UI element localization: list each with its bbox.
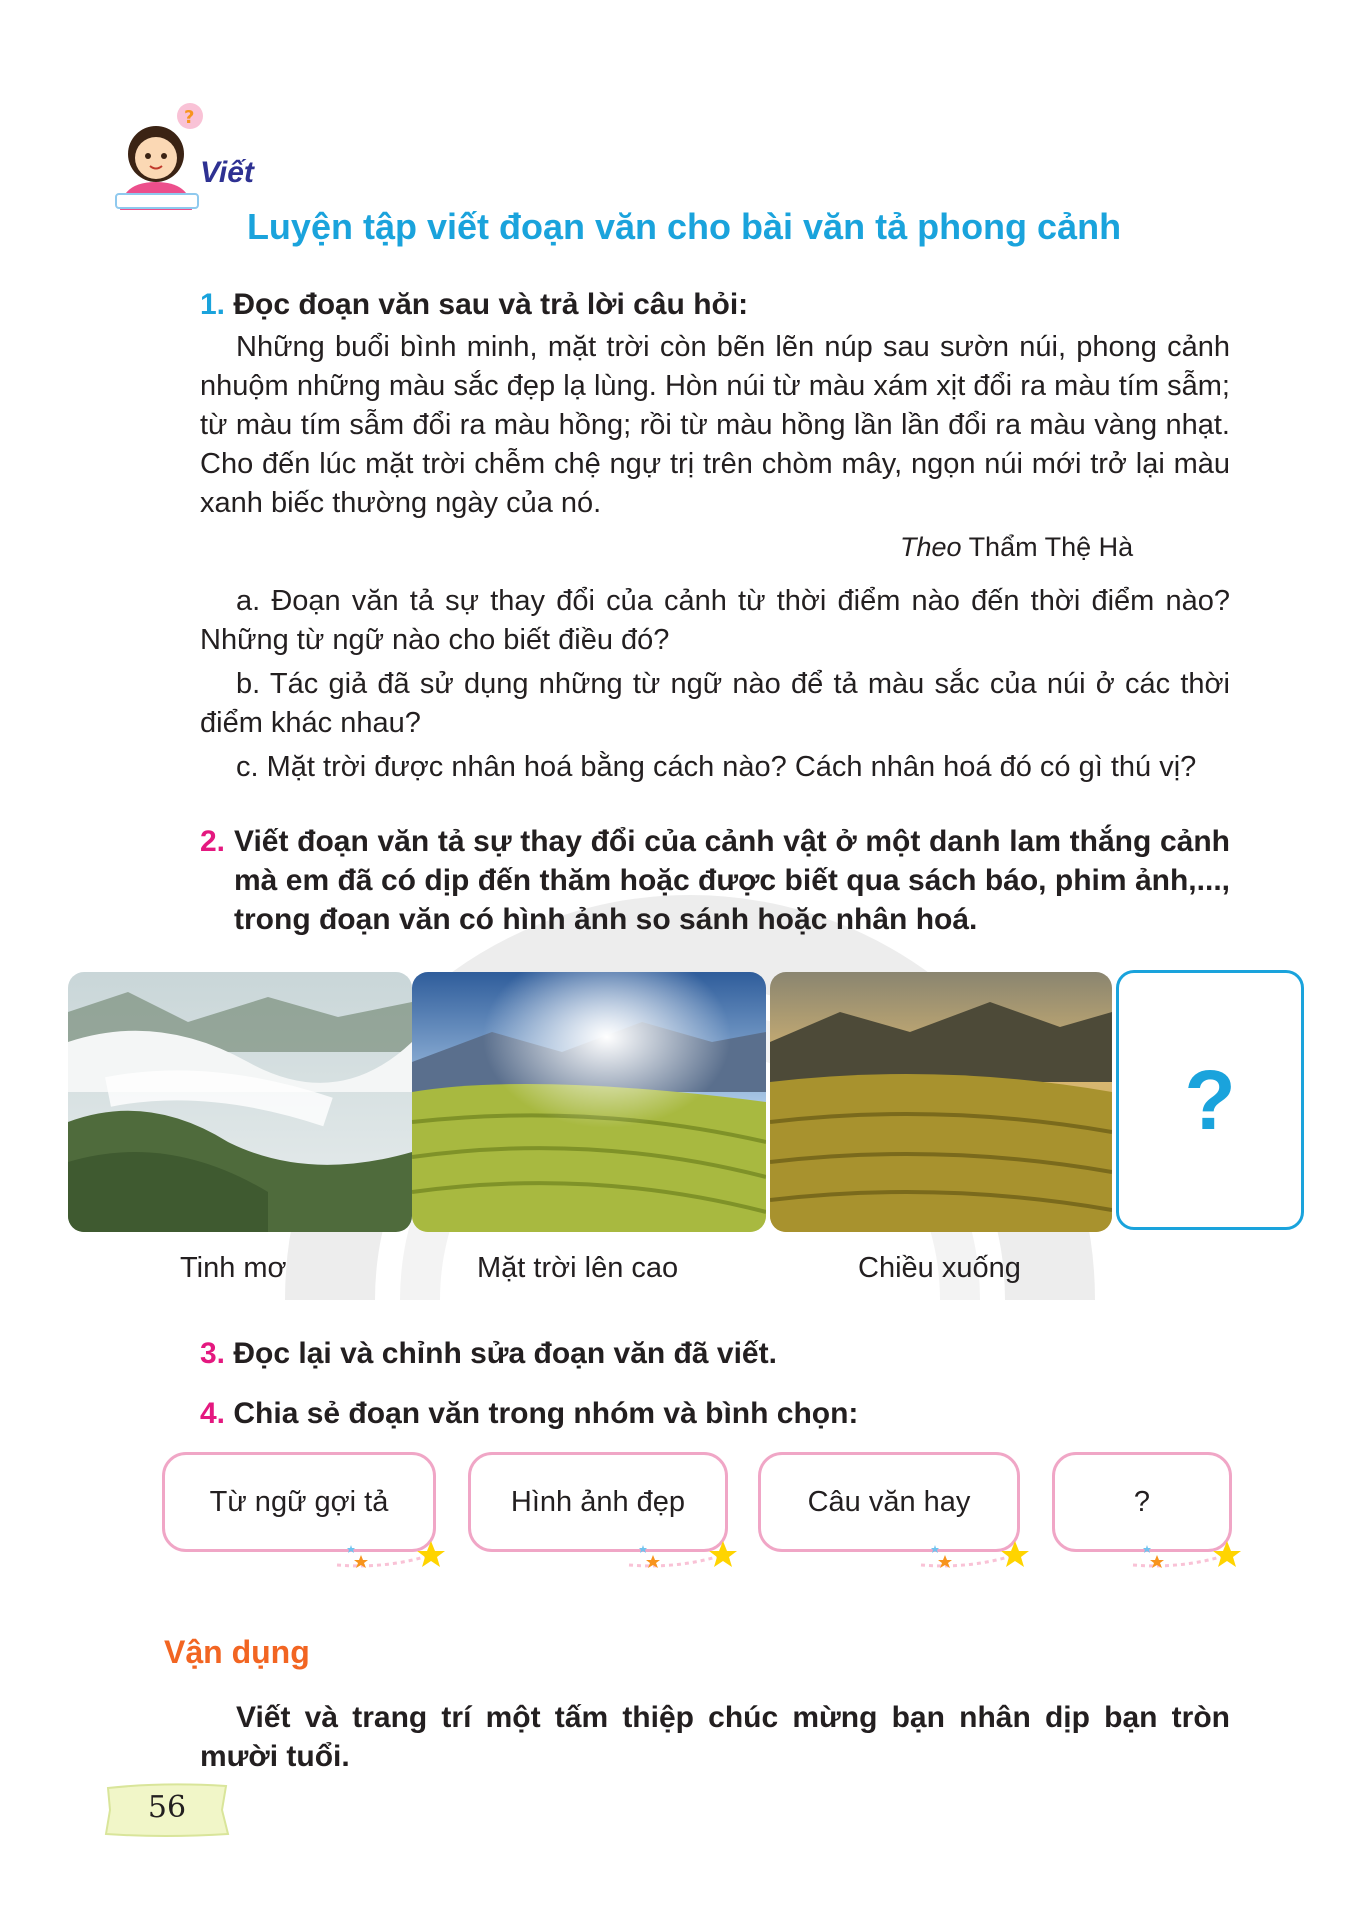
criterion-label: Câu văn hay [807, 1485, 971, 1518]
lesson-title: Luyện tập viết đoạn văn cho bài văn tả phong cảnh [246, 206, 1122, 247]
passage-attribution [900, 532, 1133, 563]
task-number: 4. [200, 1397, 226, 1430]
stars-icon [619, 1525, 739, 1575]
page-number: 56 [147, 1790, 187, 1825]
criterion-box [758, 1452, 1020, 1552]
task-text: Đọc lại và chỉnh sửa đoạn văn đã viết. [233, 1337, 777, 1370]
student-writing-icon [112, 98, 208, 210]
criterion-label: ? [1133, 1485, 1151, 1518]
dawn-mountain-photo [68, 972, 412, 1232]
sunset-terrace-photo [770, 972, 1112, 1232]
task-number: 2. [200, 825, 226, 858]
task-4-instruction [200, 1394, 858, 1433]
svg-text:?: ? [184, 107, 195, 128]
question-mark: ? [1184, 1052, 1236, 1147]
caption-dawn: Tinh mơ [180, 1252, 287, 1284]
question-b: b. Tác giả đã sử dụng những từ ngữ nào để tả màu sắc của núi ở các thời điểm khác nhau? [200, 668, 1230, 739]
task-text: Viết đoạn văn tả sự thay đổi của cảnh vật ở một danh lam thắng cảnh mà em đã có dịp đến thăm hoặc được biết qua sách báo, phim ảnh,..., trong đoạn văn có hình ảnh so sánh hoặc nhân hoá. [234, 825, 1230, 936]
task-number: 1. [200, 288, 226, 321]
criterion-label: Hình ảnh đẹp [510, 1485, 686, 1518]
caption-evening: Chiều xuống [858, 1252, 1021, 1284]
criterion-box [162, 1452, 436, 1552]
task-2-instruction [200, 822, 1230, 939]
task-1-instruction [200, 285, 748, 324]
attribution-prefix: Theo [900, 532, 962, 562]
sunrise-terrace-photo [412, 972, 766, 1232]
criterion-label: Từ ngữ gợi tả [209, 1485, 389, 1518]
question-list [200, 582, 1230, 792]
task-text: Đọc đoạn văn sau và trả lời câu hỏi: [233, 288, 749, 321]
passage-text: Những buổi bình minh, mặt trời còn bẽn lẽn núp sau sườn núi, phong cảnh nhuộm những màu sắc đẹp lạ lùng. Hòn núi từ màu xám xịt đổi ra màu tím sẫm; từ màu tím sẫm đổi ra màu hồng; rồi từ màu hồng lần lần đổi ra màu vàng nhạt. Cho đến lúc mặt trời chễm chệ ngự trị trên chòm mây, ngọn núi mới trở lại màu xanh biếc thường ngày của nó. [200, 331, 1230, 519]
reading-passage [200, 328, 1230, 523]
stars-icon [911, 1525, 1031, 1575]
stars-icon [327, 1525, 447, 1575]
question-a: a. Đoạn văn tả sự thay đổi của cảnh từ thời điểm nào đến thời điểm nào? Những từ ngữ nào cho biết điều đó? [200, 585, 1230, 656]
task-text: Chia sẻ đoạn văn trong nhóm và bình chọn: [233, 1397, 859, 1430]
stars-icon [1123, 1525, 1243, 1575]
apply-task-text: Viết và trang trí một tấm thiệp chúc mừng bạn nhân dịp bạn tròn mười tuổi. [200, 1701, 1230, 1773]
task-3-instruction [200, 1334, 777, 1373]
question-c: c. Mặt trời được nhân hoá bằng cách nào? Cách nhân hoá đó có gì thú vị? [236, 751, 1197, 783]
apply-heading: Vận dụng [164, 1634, 310, 1670]
criterion-box [468, 1452, 728, 1552]
criterion-box [1052, 1452, 1232, 1552]
placeholder-photo-box [1116, 970, 1304, 1230]
caption-sun-high: Mặt trời lên cao [477, 1252, 679, 1284]
section-label: Viết [200, 156, 254, 189]
task-number: 3. [200, 1337, 226, 1370]
attribution-author: Thẩm Thệ Hà [968, 532, 1134, 562]
